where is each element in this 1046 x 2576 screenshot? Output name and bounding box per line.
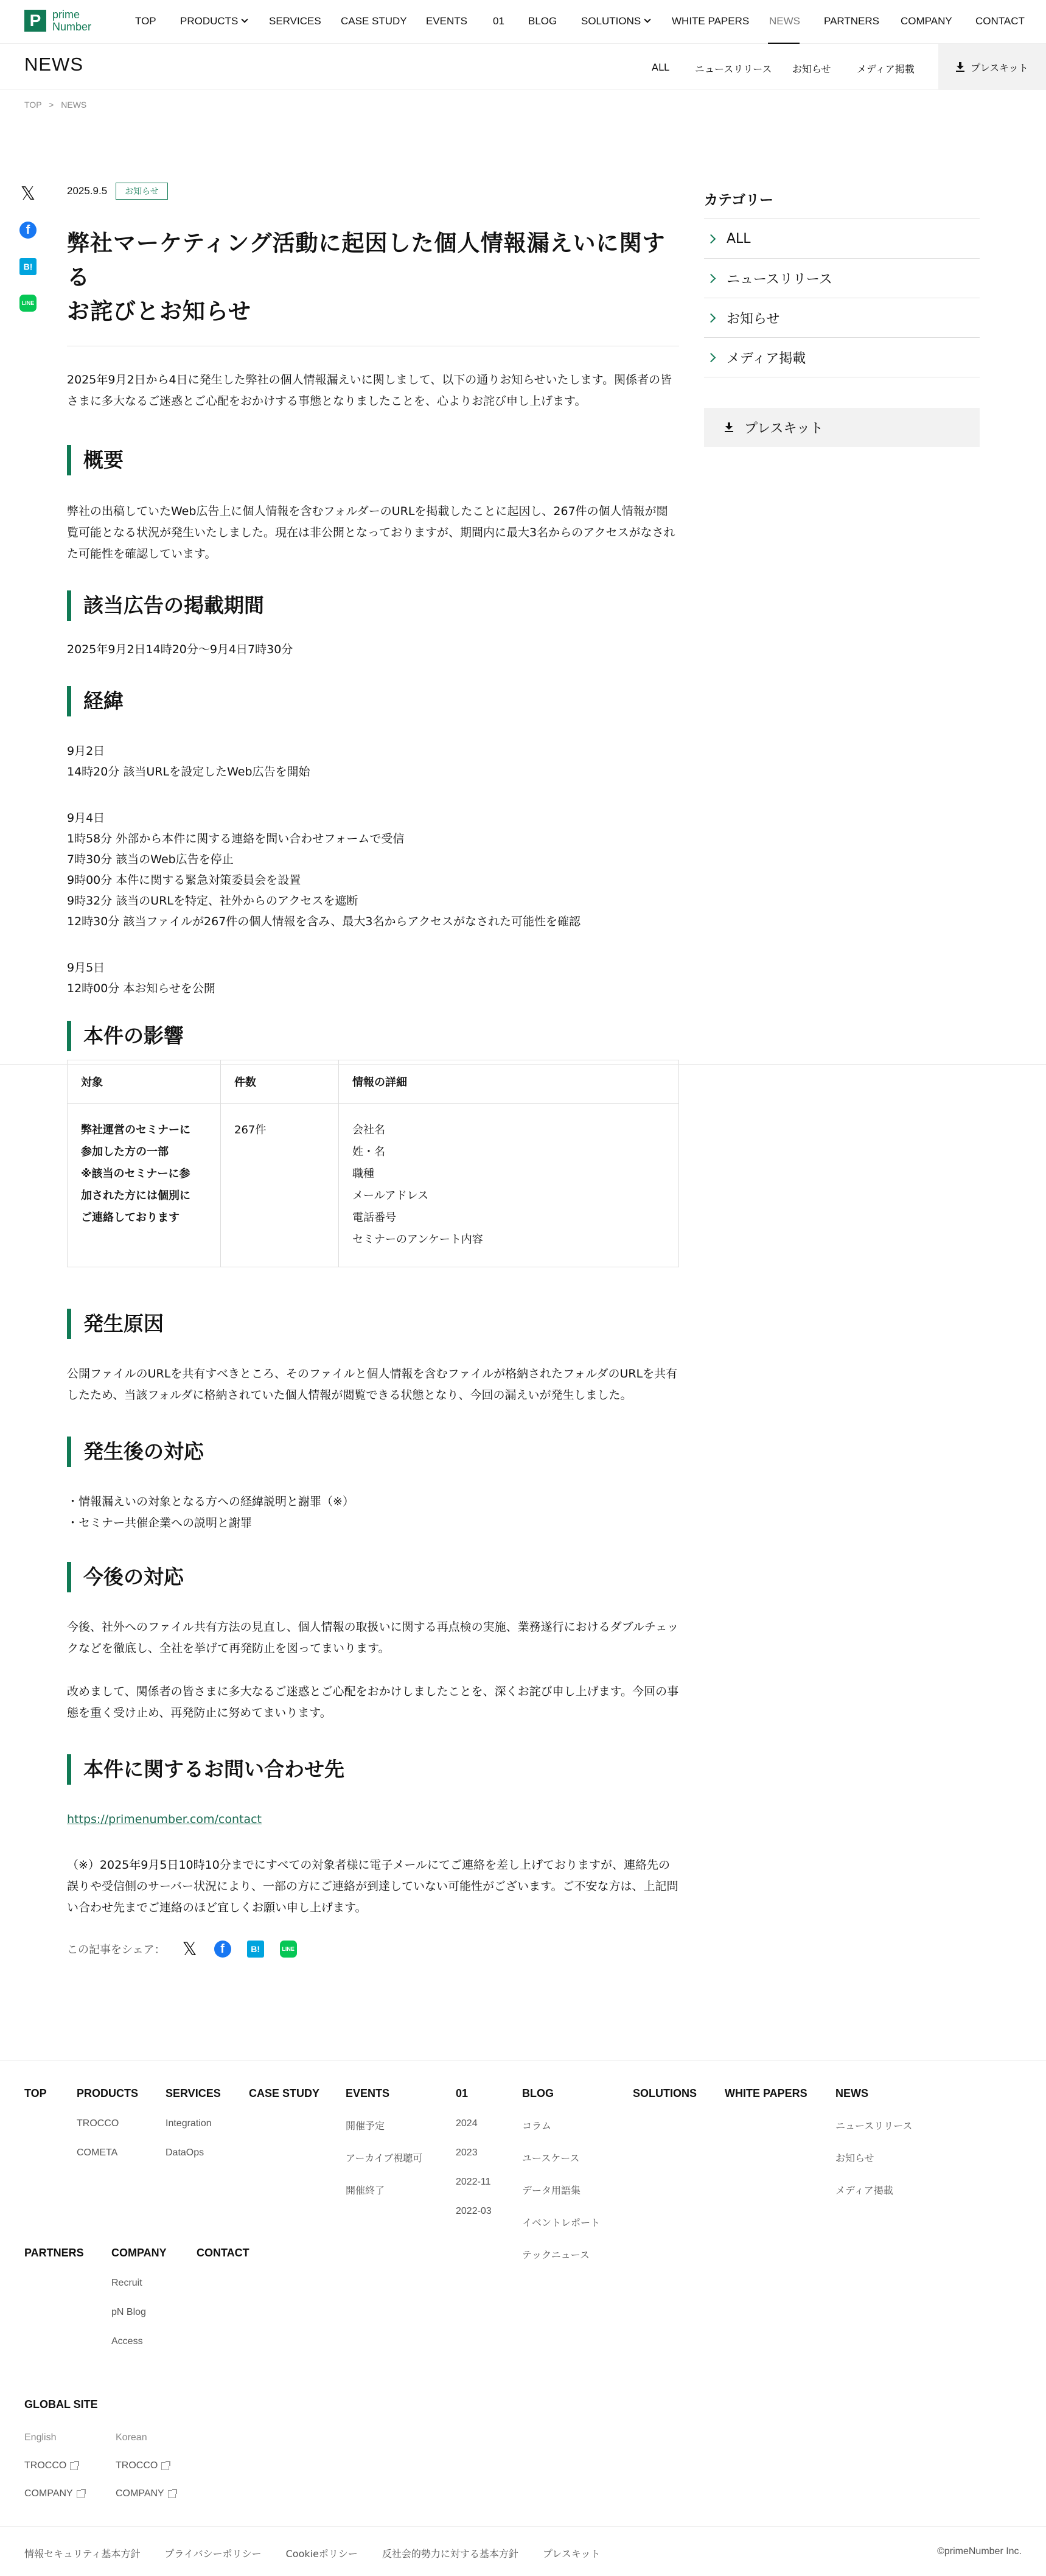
- article-date: 2025.9.5: [67, 185, 108, 197]
- footer-link[interactable]: 2022-11: [456, 2177, 491, 2187]
- article-share: [67, 1941, 679, 1958]
- subnav-notice[interactable]: お知らせ: [792, 63, 831, 75]
- footer-link[interactable]: データ用語集: [522, 2186, 581, 2196]
- category-sidebar: [704, 183, 980, 447]
- global-link-label: COMPANY: [24, 2488, 73, 2499]
- footer-link[interactable]: 開催終了: [346, 2186, 385, 2196]
- footer-contact[interactable]: CONTACT: [197, 2247, 249, 2259]
- title-line1: 弊社マーケティング活動に起因した個人情報漏えいに関する: [67, 230, 666, 290]
- hatena-bookmark-icon[interactable]: B!: [19, 258, 37, 275]
- subnav-all[interactable]: ALL: [652, 61, 669, 73]
- contact-link[interactable]: https://primenumber.com/contact: [67, 1813, 262, 1826]
- nav-news[interactable]: NEWS: [769, 15, 800, 27]
- future-text-2: 改めまして、関係者の皆さまに多大なるご迷惑とご心配をおかけしましたことを、深くお詫び申し上げます。今回の事態を重く受け止め、再発防止に努めてまいります。: [67, 1685, 679, 1720]
- line-icon[interactable]: LINE: [19, 295, 37, 312]
- footer-link[interactable]: COMETA: [77, 2147, 118, 2158]
- global-link-label: TROCCO: [24, 2460, 67, 2471]
- heading-cause: 発生原因: [67, 1309, 679, 1339]
- footer-link[interactable]: 2024: [456, 2118, 478, 2129]
- future-text-1: 今後、社外へのファイル共有方法の見直し、個人情報の取扱いに関する再点検の実施、業務遂行におけるダブルチェックなどを徹底し、全社を挙げて再発防止を図ってまいります。: [67, 1620, 679, 1655]
- target-line: 弊社運営のセミナーに: [81, 1124, 190, 1136]
- footer-services[interactable]: SERVICES: [166, 2087, 221, 2099]
- table-cell-target: [68, 1104, 221, 1267]
- sidebar-presskit-label: プレスキット: [744, 421, 824, 436]
- policy-link[interactable]: Cookieポリシー: [285, 2548, 358, 2560]
- nav-solutions[interactable]: [581, 15, 650, 27]
- share-label: この記事をシェア：: [67, 1944, 166, 1956]
- footer-link[interactable]: コラム: [522, 2121, 551, 2132]
- cause-text: 公開ファイルのURLを共有すべきところ、そのファイルと個人情報を含むファイルが格納されたフォルダのURLを共有したため、当該フォルダに格納されていた個人情報が閲覧できる状態となり、今回の漏えいが発生しました。: [67, 1367, 678, 1402]
- history-item: 14時20分 該当URLを設定したWeb広告を開始: [67, 765, 310, 779]
- global-link-label: TROCCO: [116, 2460, 158, 2471]
- target-line: ※該当のセミナーに参: [81, 1167, 190, 1180]
- nav-01[interactable]: 01: [493, 15, 504, 27]
- history-item: 12時30分 該当ファイルが267件の個人情報を含み、最大3名からアクセスがなされた可能性を確認: [67, 915, 581, 928]
- response-item: ・セミナー共催企業への説明と謝罪: [67, 1516, 253, 1530]
- detail-item: 姓・名: [352, 1146, 385, 1158]
- subnav-news-release[interactable]: ニュースリリース: [695, 63, 772, 75]
- nav-products[interactable]: [180, 15, 247, 27]
- download-icon: [956, 62, 964, 72]
- external-link-icon: [77, 2490, 85, 2498]
- table-cell-count: 267件: [221, 1104, 339, 1267]
- chevron-right-icon: [706, 352, 716, 362]
- nav-solutions-label: SOLUTIONS: [581, 15, 641, 27]
- heading-contact: 本件に関するお問い合わせ先: [67, 1754, 679, 1785]
- intro-text: 2025年9月2日から4日に発生した弊社の個人情報漏えいに関しまして、以下の通りお知らせいたします。関係者の皆さまに多大なるご迷惑とご心配をおかけする事態となりましたことを、心よりお詫び申し上げます。: [67, 373, 672, 408]
- nav-white-papers[interactable]: WHITE PAPERS: [672, 15, 750, 27]
- detail-item: 職種: [352, 1167, 374, 1180]
- nav-top[interactable]: TOP: [135, 15, 156, 27]
- sidebar-item-news-release[interactable]: [704, 259, 980, 298]
- title-line2: お詫びとお知らせ: [67, 298, 251, 324]
- top-navigation: [0, 0, 1046, 44]
- table-header-target: 対象: [68, 1060, 221, 1104]
- table-cell-details: [339, 1104, 679, 1267]
- detail-item: メールアドレス: [352, 1189, 429, 1202]
- logo-line1: prime: [52, 9, 80, 21]
- policy-link[interactable]: プライバシーポリシー: [164, 2548, 262, 2560]
- history-date: 9月5日: [67, 961, 105, 975]
- history-list: [67, 741, 679, 999]
- global-link-label: COMPANY: [116, 2488, 164, 2499]
- impact-table: [67, 1060, 679, 1267]
- footer-company[interactable]: COMPANY: [111, 2247, 167, 2259]
- presskit-label: プレスキット: [971, 61, 1028, 74]
- history-item: 7時30分 該当のWeb広告を停止: [67, 853, 234, 866]
- share-sidebar: [19, 185, 38, 331]
- category-list: [704, 219, 980, 377]
- chevron-right-icon: [706, 234, 716, 243]
- heading-history: 経緯: [67, 686, 679, 716]
- breadcrumb-current: NEWS: [61, 100, 87, 110]
- footer-partners[interactable]: PARTNERS: [24, 2247, 84, 2259]
- history-item: 9時00分 本件に関する緊急対策委員会を設置: [67, 873, 301, 887]
- overview-text: 弊社の出稿していたWeb広告上に個人情報を含むフォルダーのURLを掲載したことに起因し、267件の個人情報が閲覧可能となる状況が発生いたしました。現在は非公開となっておりますが、期間内に最大3名からのアクセスがなされた可能性を確認しています。: [67, 505, 675, 561]
- chevron-down-icon: [644, 16, 651, 23]
- sidebar-item-notice[interactable]: [704, 298, 980, 338]
- target-line: 加された方には個別に: [81, 1189, 190, 1202]
- global-english-label: English: [24, 2432, 57, 2443]
- policy-link[interactable]: プレスキット: [542, 2548, 601, 2560]
- heading-period: 該当広告の掲載期間: [67, 590, 679, 621]
- footer-link[interactable]: ユースケース: [522, 2154, 580, 2164]
- history-date: 9月4日: [67, 811, 105, 825]
- history-item: 9時32分 該当のURLを特定、社外からのアクセスを遮断: [67, 894, 358, 908]
- line-icon[interactable]: LINE: [280, 1941, 297, 1958]
- global-link[interactable]: [116, 2488, 176, 2499]
- heading-impact: 本件の影響: [67, 1021, 679, 1051]
- table-header-count: 件数: [221, 1060, 339, 1104]
- footer-events[interactable]: EVENTS: [346, 2087, 390, 2099]
- history-item: 1時58分 外部から本件に関する連絡を問い合わせフォームで受信: [67, 832, 405, 845]
- x-icon[interactable]: 𝕏: [20, 183, 36, 204]
- target-line: ご連絡しております: [81, 1211, 180, 1224]
- response-item: ・情報漏えいの対象となる方への経緯説明と謝罪（※）: [67, 1495, 354, 1508]
- footer-link[interactable]: メディア掲載: [835, 2186, 893, 2196]
- footer-link[interactable]: Recruit: [111, 2278, 142, 2288]
- hatena-bookmark-icon[interactable]: B!: [247, 1941, 264, 1958]
- heading-future: 今後の対応: [67, 1562, 679, 1592]
- policy-link[interactable]: 反社会的勢力に対する基本方針: [382, 2548, 518, 2560]
- external-link-icon: [168, 2490, 176, 2498]
- breadcrumb: [24, 100, 86, 110]
- history-date: 9月2日: [67, 744, 105, 758]
- detail-item: セミナーのアンケート内容: [352, 1233, 483, 1246]
- breadcrumb-top[interactable]: TOP: [24, 100, 42, 110]
- subnav-media[interactable]: メディア掲載: [857, 63, 915, 75]
- facebook-icon[interactable]: f: [19, 222, 37, 239]
- global-link[interactable]: [24, 2488, 85, 2499]
- table-row: [68, 1104, 679, 1267]
- category-tag[interactable]: お知らせ: [116, 183, 168, 200]
- x-icon[interactable]: 𝕏: [182, 1939, 197, 1959]
- footer-link[interactable]: 2023: [456, 2147, 478, 2158]
- footer-link[interactable]: Access: [111, 2336, 143, 2347]
- logo-line2: Number: [52, 21, 92, 33]
- policy-links: [24, 2546, 601, 2560]
- table-header-details: 情報の詳細: [339, 1060, 679, 1104]
- nav-products-label: PRODUCTS: [180, 15, 239, 27]
- footer-link[interactable]: イベントレポート: [522, 2218, 601, 2228]
- nav-partners[interactable]: PARTNERS: [824, 15, 880, 27]
- chevron-down-icon: [242, 16, 248, 23]
- chevron-right-icon: [706, 273, 716, 283]
- footer-link[interactable]: 2022-03: [456, 2206, 492, 2216]
- footer-news[interactable]: NEWS: [835, 2087, 868, 2099]
- facebook-icon[interactable]: f: [214, 1941, 231, 1958]
- detail-item: 電話番号: [352, 1211, 396, 1224]
- article: [67, 183, 679, 1958]
- footer-link[interactable]: DataOps: [166, 2147, 204, 2158]
- logo-mark: P: [24, 10, 46, 32]
- footer-link[interactable]: お知らせ: [835, 2154, 874, 2164]
- nav-contact[interactable]: CONTACT: [975, 15, 1025, 27]
- sidebar-item-label: ALL: [727, 231, 751, 247]
- divider: [0, 1064, 1046, 1065]
- nav-events[interactable]: EVENTS: [426, 15, 468, 27]
- article-title: [67, 226, 679, 329]
- nav-case-study[interactable]: CASE STUDY: [341, 15, 407, 27]
- external-link-icon: [161, 2462, 169, 2470]
- footer-link[interactable]: Integration: [166, 2118, 212, 2129]
- footer-link[interactable]: pN Blog: [111, 2307, 146, 2317]
- nav-services[interactable]: SERVICES: [269, 15, 321, 27]
- sidebar-item-label: ニュースリリース: [727, 271, 832, 287]
- footer-01[interactable]: 01: [456, 2087, 469, 2099]
- presskit-button[interactable]: [938, 44, 1046, 90]
- footer-blog[interactable]: BLOG: [522, 2087, 554, 2099]
- nav-company[interactable]: COMPANY: [901, 15, 952, 27]
- footer-products[interactable]: PRODUCTS: [77, 2087, 139, 2099]
- footer-case-study[interactable]: CASE STUDY: [249, 2087, 320, 2099]
- footer-solutions[interactable]: SOLUTIONS: [633, 2087, 697, 2099]
- chevron-right-icon: [706, 313, 716, 323]
- sidebar-title: カテゴリー: [704, 192, 774, 208]
- global-link[interactable]: [116, 2460, 176, 2471]
- sidebar-item-all[interactable]: [704, 219, 980, 259]
- footer-link[interactable]: TROCCO: [77, 2118, 119, 2129]
- global-site-title: GLOBAL SITE: [24, 2398, 98, 2410]
- heading-overview: 概要: [67, 445, 679, 475]
- external-link-icon: [70, 2462, 78, 2470]
- global-link[interactable]: [24, 2460, 85, 2471]
- sidebar-item-label: お知らせ: [727, 311, 780, 327]
- copyright: ©primeNumber Inc.: [937, 2546, 1022, 2557]
- footer-link[interactable]: アーカイブ視聴可: [346, 2154, 423, 2164]
- period-text: 2025年9月2日14時20分〜9月4日7時30分: [67, 643, 293, 656]
- policy-link[interactable]: 情報セキュリティ基本方針: [24, 2548, 141, 2560]
- note-text: （※）2025年9月5日10時10分までにすべての対象者様に電子メールにてご連絡を差し上げておりますが、連絡先の誤りや受信側のサーバー状況により、一部の方にご連絡が到達していない可能性がございます。ご不安な方は、上記問い合わせ先までご連絡のほど宜しくお願い申し上げます。: [67, 1858, 678, 1914]
- response-list: [67, 1491, 679, 1534]
- sidebar-presskit-button[interactable]: [704, 408, 980, 447]
- footer-link[interactable]: 開催予定: [346, 2121, 385, 2132]
- history-item: 12時00分 本お知らせを公開: [67, 982, 215, 995]
- sidebar-item-label: メディア掲載: [727, 351, 806, 366]
- footer-link[interactable]: テックニュース: [522, 2250, 590, 2261]
- footer-white-papers[interactable]: WHITE PAPERS: [725, 2087, 807, 2099]
- footer-link[interactable]: ニュースリリース: [835, 2121, 913, 2132]
- target-line: 参加した方の一部: [81, 1146, 169, 1158]
- section-title: NEWS: [24, 54, 83, 75]
- detail-item: 会社名: [352, 1124, 385, 1136]
- sidebar-item-media[interactable]: [704, 338, 980, 377]
- heading-response: 発生後の対応: [67, 1437, 679, 1467]
- download-icon: [725, 422, 733, 432]
- global-korean-label: Korean: [116, 2432, 147, 2443]
- breadcrumb-separator: >: [49, 100, 54, 110]
- nav-blog[interactable]: BLOG: [528, 15, 557, 27]
- footer-top[interactable]: TOP: [24, 2087, 47, 2099]
